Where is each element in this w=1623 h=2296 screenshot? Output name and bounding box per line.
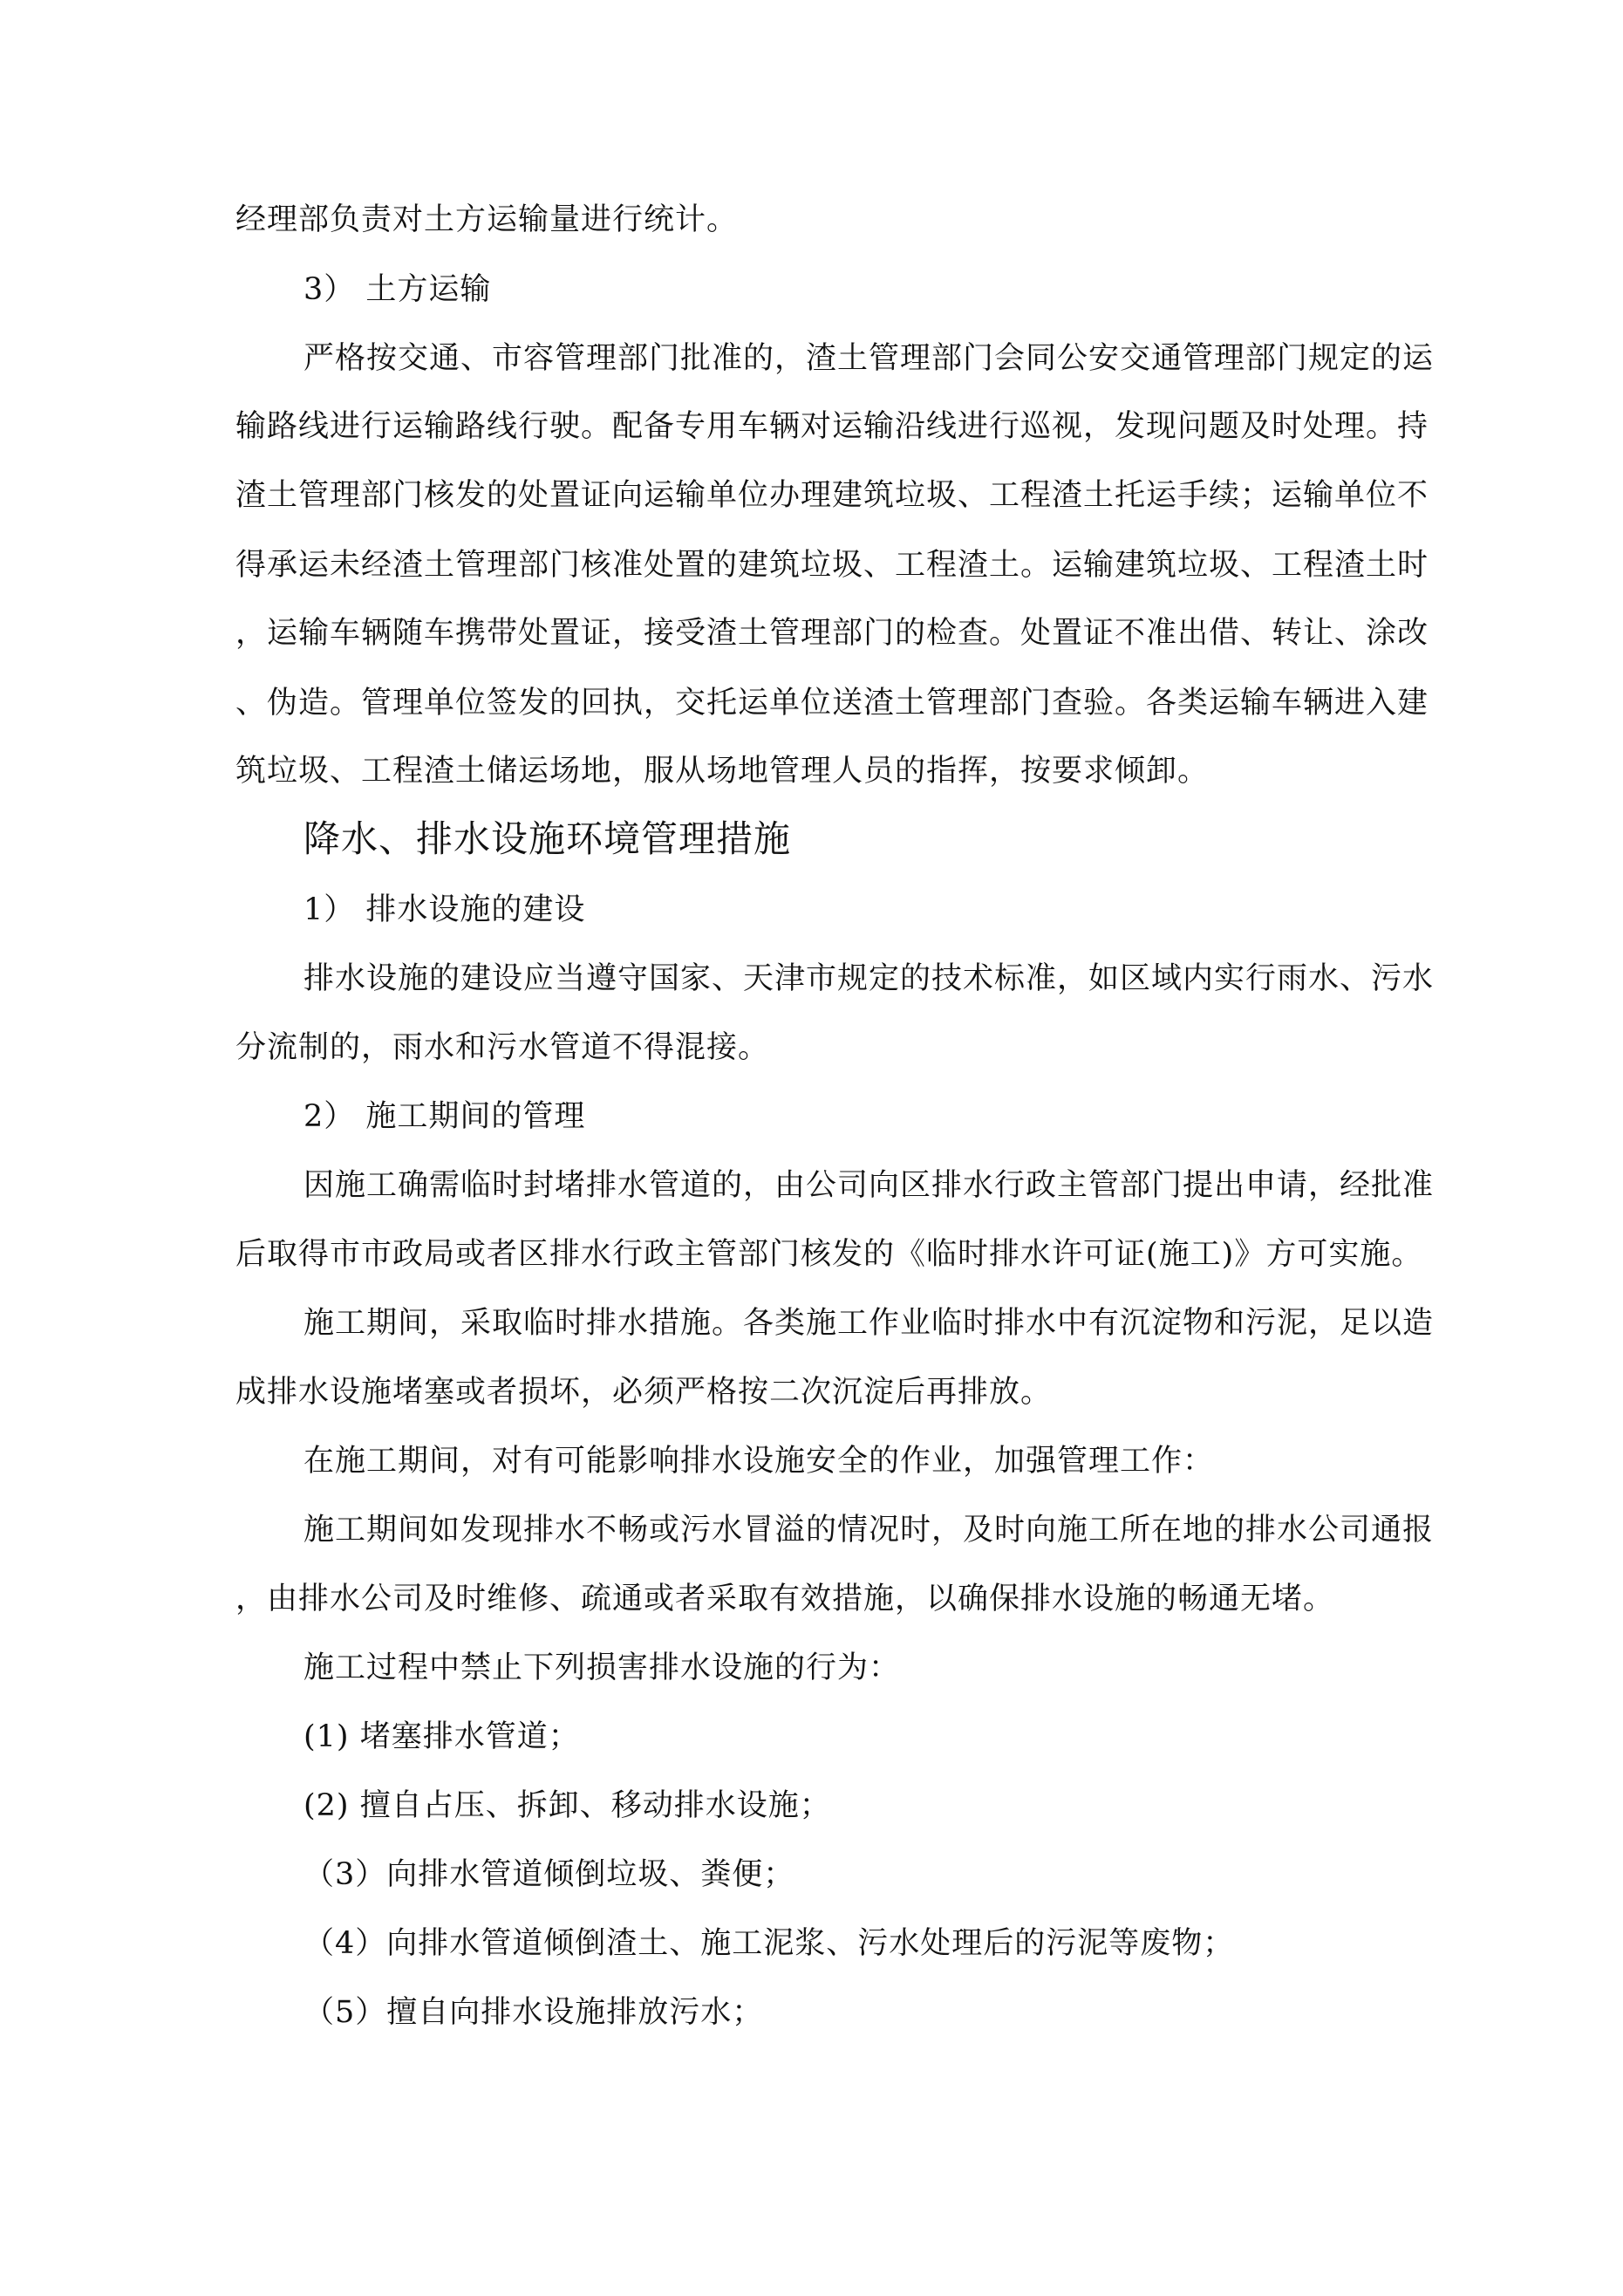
text-line: 排水设施的建设应当遵守国家、天津市规定的技术标准，如区域内实行雨水、污水	[303, 961, 1435, 996]
list-item: (1) 堵塞排水管道；	[303, 1719, 580, 1754]
text-line: 筑垃圾、工程渣土储运场地，服从场地管理人员的指挥，按要求倾卸。	[235, 754, 1210, 789]
text-line: 后取得市市政局或者区排水行政主管部门核发的《临时排水许可证(施工)》方可实施。	[235, 1237, 1423, 1272]
text-line: ，由排水公司及时维修、疏通或者采取有效措施，以确保排水设施的畅通无堵。	[235, 1582, 1335, 1616]
list-item-heading: 3） 土方运输	[303, 272, 492, 307]
text-line: 输路线进行运输路线行驶。配备专用车辆对运输沿线进行巡视，发现问题及时处理。持	[235, 409, 1429, 444]
text-line: 施工期间如发现排水不畅或污水冒溢的情况时，及时向施工所在地的排水公司通报	[303, 1513, 1435, 1548]
text-line: 在施工期间，对有可能影响排水设施安全的作业，加强管理工作：	[303, 1444, 1215, 1479]
text-line: 经理部负责对土方运输量进行统计。	[235, 202, 739, 237]
list-item-heading: 1） 排水设施的建设	[303, 892, 586, 927]
text-line: 因施工确需临时封堵排水管道的，由公司向区排水行政主管部门提出申请，经批准	[303, 1168, 1435, 1203]
text-line: 成排水设施堵塞或者损坏，必须严格按二次沉淀后再排放。	[235, 1375, 1053, 1410]
text-line: ，运输车辆随车携带处置证，接受渣土管理部门的检查。处置证不准出借、转让、涂改	[235, 616, 1429, 651]
text-line: 施工期间，采取临时排水措施。各类施工作业临时排水中有沉淀物和污泥，足以造	[303, 1306, 1435, 1341]
text-line: 施工过程中禁止下列损害排水设施的行为：	[303, 1650, 901, 1685]
section-heading: 降水、排水设施环境管理措施	[303, 817, 792, 860]
list-item: （4）向排水管道倾倒渣土、施工泥浆、污水处理后的污泥等废物；	[303, 1926, 1235, 1961]
list-item: (2) 擅自占压、拆卸、移动排水设施；	[303, 1788, 831, 1823]
text-line: 渣土管理部门核发的处置证向运输单位办理建筑垃圾、工程渣土托运手续；运输单位不	[235, 478, 1429, 513]
list-item: （3）向排水管道倾倒垃圾、粪便；	[303, 1857, 795, 1892]
list-item: （5）擅自向排水设施排放污水；	[303, 1995, 764, 2030]
list-item-heading: 2） 施工期间的管理	[303, 1099, 586, 1134]
text-line: 得承运未经渣土管理部门核准处置的建筑垃圾、工程渣土。运输建筑垃圾、工程渣土时	[235, 548, 1429, 583]
text-line: 严格按交通、市容管理部门批准的，渣土管理部门会同公安交通管理部门规定的运	[303, 341, 1435, 376]
text-line: 分流制的，雨水和污水管道不得混接。	[235, 1030, 770, 1065]
text-line: 、伪造。管理单位签发的回执，交托运单位送渣土管理部门查验。各类运输车辆进入建	[235, 686, 1429, 721]
